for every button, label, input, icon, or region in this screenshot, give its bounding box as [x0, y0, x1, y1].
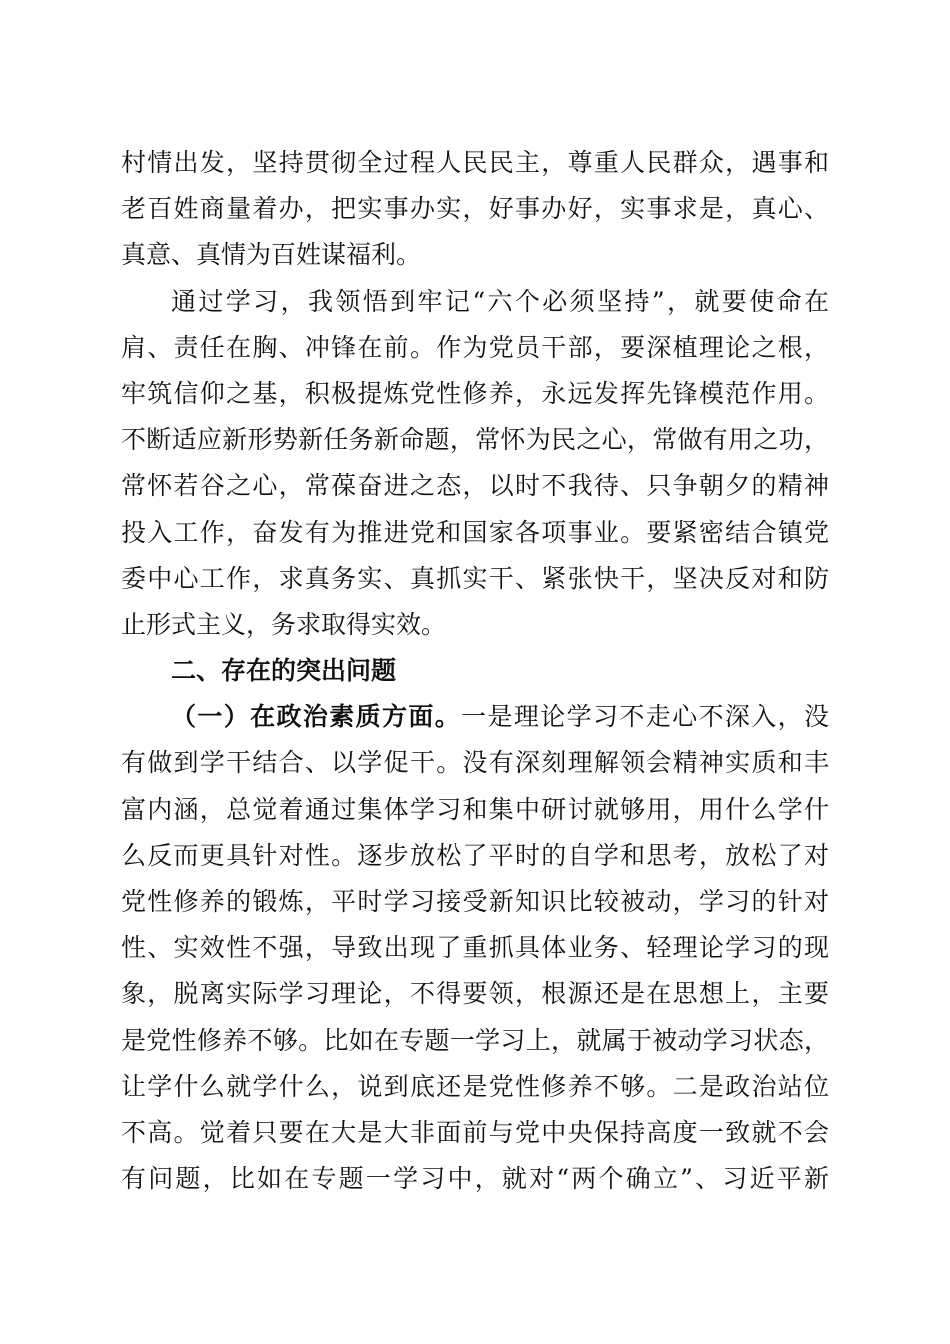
text-line: 村情出发，坚持贯彻全过程人民民主，尊重人民群众，遇事和: [121, 148, 829, 177]
subsection-lead: （一）在政治素质方面。: [171, 702, 462, 732]
text-line: 常怀若谷之心，常葆奋进之态，以时不我待、只争朝夕的精神: [121, 471, 829, 501]
paragraph-3: [121, 694, 829, 1202]
document-body: [121, 140, 829, 1202]
text-line: 老百姓商量着办，把实事办实，好事办好，实事求是，真心、: [121, 194, 829, 224]
text-line: 有问题，比如在专题一学习中，就对“两个确立”、习近平新: [121, 1164, 829, 1194]
text-line: 是党性修养不够。比如在专题一学习上，就属于被动学习状态，: [121, 1025, 829, 1055]
paragraph-1: [121, 140, 829, 279]
text-line: 委中心工作，求真务实、真抓实干、紧张快干，坚决反对和防: [121, 563, 829, 593]
text-line: 不断适应新形势新任务新命题，常怀为民之心，常做有用之功，: [121, 425, 829, 455]
text-line: [121, 694, 829, 740]
text-line: 通过学习，我领悟到牢记“六个必须坚持”，就要使命在: [171, 286, 829, 316]
text-line: 不高。觉着只要在大是大非面前与党中央保持高度一致就不会: [121, 1117, 829, 1147]
text-line: 党性修养的锻炼，平时学习接受新知识比较被动，学习的针对: [121, 887, 829, 916]
text-line: 肩、责任在胸、冲锋在前。作为党员干部，要深植理论之根，: [121, 332, 829, 362]
paragraph-2: [121, 279, 829, 649]
text-line: 么反而更具针对性。逐步放松了平时的自学和思考，放松了对: [121, 840, 829, 870]
section-heading: 二、存在的突出问题: [171, 656, 397, 686]
text-line: 富内涵，总觉着通过集体学习和集中研讨就够用，用什么学什: [121, 794, 829, 824]
text-line: 投入工作，奋发有为推进党和国家各项事业。要紧密结合镇党: [121, 517, 829, 547]
text-line: 让学什么就学什么，说到底还是党性修养不够。二是政治站位: [121, 1071, 829, 1101]
text-line: 牢筑信仰之基，积极提炼党性修养，永远发挥先锋模范作用。: [121, 378, 829, 408]
text-run: 一是理论学习不走心不深入，没: [461, 702, 829, 732]
text-line: 有做到学干结合、以学促干。没有深刻理解领会精神实质和丰: [121, 748, 829, 778]
text-line: 止形式主义，务求取得实效。: [121, 609, 447, 639]
text-line: 性、实效性不强，导致出现了重抓具体业务、轻理论学习的现: [121, 933, 829, 963]
text-line: 真意、真情为百姓谋福利。: [121, 240, 422, 270]
text-line: 象，脱离实际学习理论，不得要领，根源还是在思想上，主要: [121, 979, 829, 1009]
